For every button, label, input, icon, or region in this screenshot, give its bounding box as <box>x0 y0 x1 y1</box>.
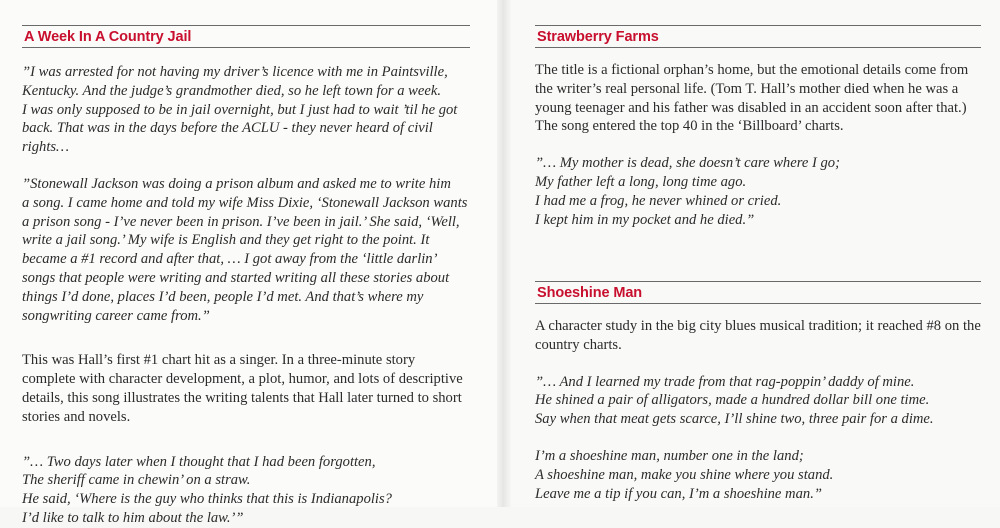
body-line: stories and novels. <box>22 408 131 425</box>
quote-line: rights… <box>22 139 70 156</box>
lyric-line: I kept him in my pocket and he died.” <box>535 211 755 228</box>
quote-arrest <box>22 63 470 157</box>
quote-line: write a jail song.’ My wife is English and they get right to the point. It <box>22 232 430 249</box>
quote-line: back. That was in the days before the ACLU - they never heard of civil <box>22 120 433 137</box>
lyrics-block <box>535 154 981 229</box>
body-line: young teenager and his father was disabled in an accident soon after that.) <box>535 99 967 116</box>
lyric-line: He said, ‘Where is the guy who thinks that this is Indianapolis? <box>22 491 392 508</box>
quote-line: songs that people were writing and started writing all these stories about <box>22 269 450 286</box>
quote-line: became a #1 record and after that, … I got away from the ‘little darlin’ <box>22 251 438 268</box>
body-paragraph <box>535 317 981 355</box>
quote-line: things I’d done, places I’d been, people I’d met. And that’s where my <box>22 288 424 305</box>
lyric-line: The sheriff came in chewin’ on a straw. <box>22 472 251 489</box>
section-title: Shoeshine Man <box>537 285 643 301</box>
quote-line: ”Stonewall Jackson was doing a prison album and asked me to write him <box>22 175 451 192</box>
lyric-line: I’m a shoeshine man, number one in the land; <box>535 447 804 464</box>
body-line: complete with character development, a plot, humor, and lots of descriptive <box>22 371 463 388</box>
body-line: country charts. <box>535 336 622 353</box>
quote-line: ”I was arrested for not having my driver’s licence with me in Paintsville, <box>22 64 448 80</box>
lyrics-block <box>22 453 470 528</box>
lyric-line: Say when that meat gets scarce, I’ll shine two, three pair for a dime. <box>535 411 934 428</box>
lyric-line: ”… And I learned my trade from that rag-poppin’ daddy of mine. <box>535 373 915 390</box>
body-line: This was Hall’s first #1 chart hit as a singer. In a three-minute story <box>22 352 416 369</box>
quote-line: a song. I came home and told my wife Miss Dixie, ‘Stonewall Jackson wants <box>22 194 468 211</box>
lyrics-block <box>535 447 981 503</box>
section-country-jail <box>22 25 470 528</box>
lyric-line: He shined a pair of alligators, made a hundred dollar bill one time. <box>535 392 930 409</box>
body-line: details, this song illustrates the writing talents that Hall later turned to short <box>22 389 462 406</box>
lyric-line: ”… Two days later when I thought that I had been forgotten, <box>22 453 376 470</box>
body-line: A character study in the big city blues musical tradition; it reached #8 on the <box>535 318 981 334</box>
lyric-line: ”… My mother is dead, she doesn’t care where I go; <box>535 155 840 172</box>
lyrics-block <box>535 373 981 429</box>
body-paragraph <box>22 351 470 426</box>
lyric-line: Leave me a tip if you can, I’m a shoeshine man.” <box>535 485 822 502</box>
quote-line: songwriting career came from.” <box>22 307 210 324</box>
quote-line: I was only supposed to be in jail overnight, but I just had to wait ’til he got <box>22 101 458 118</box>
body-line: The song entered the top 40 in the ‘Billboard’ charts. <box>535 118 844 135</box>
section-shoeshine-man <box>535 281 981 503</box>
page-fold <box>497 0 511 507</box>
lyric-line: My father left a long, long time ago. <box>535 173 747 190</box>
lyric-line: A shoeshine man, make you shine where you stand. <box>535 466 834 483</box>
body-line: The title is a fictional orphan’s home, but the emotional details come from <box>535 62 969 78</box>
section-strawberry-farms <box>535 25 981 229</box>
section-title: Strawberry Farms <box>537 29 659 45</box>
body-paragraph <box>535 61 981 136</box>
lyric-line: I’d like to talk to him about the law.’” <box>22 509 244 526</box>
quote-stonewall <box>22 175 470 325</box>
section-title: A Week In A Country Jail <box>24 29 192 45</box>
quote-line: a prison song - I’ve never been in prison. I’ve been in jail.’ She said, ‘Well, <box>22 213 460 230</box>
body-line: the writer’s real personal life. (Tom T. Hall’s mother died when he was a <box>535 80 959 97</box>
quote-line: Kentucky. And the judge’s grandmother died, so he left town for a week. <box>22 82 441 99</box>
lyric-line: I had me a frog, he never whined or cried. <box>535 192 782 209</box>
